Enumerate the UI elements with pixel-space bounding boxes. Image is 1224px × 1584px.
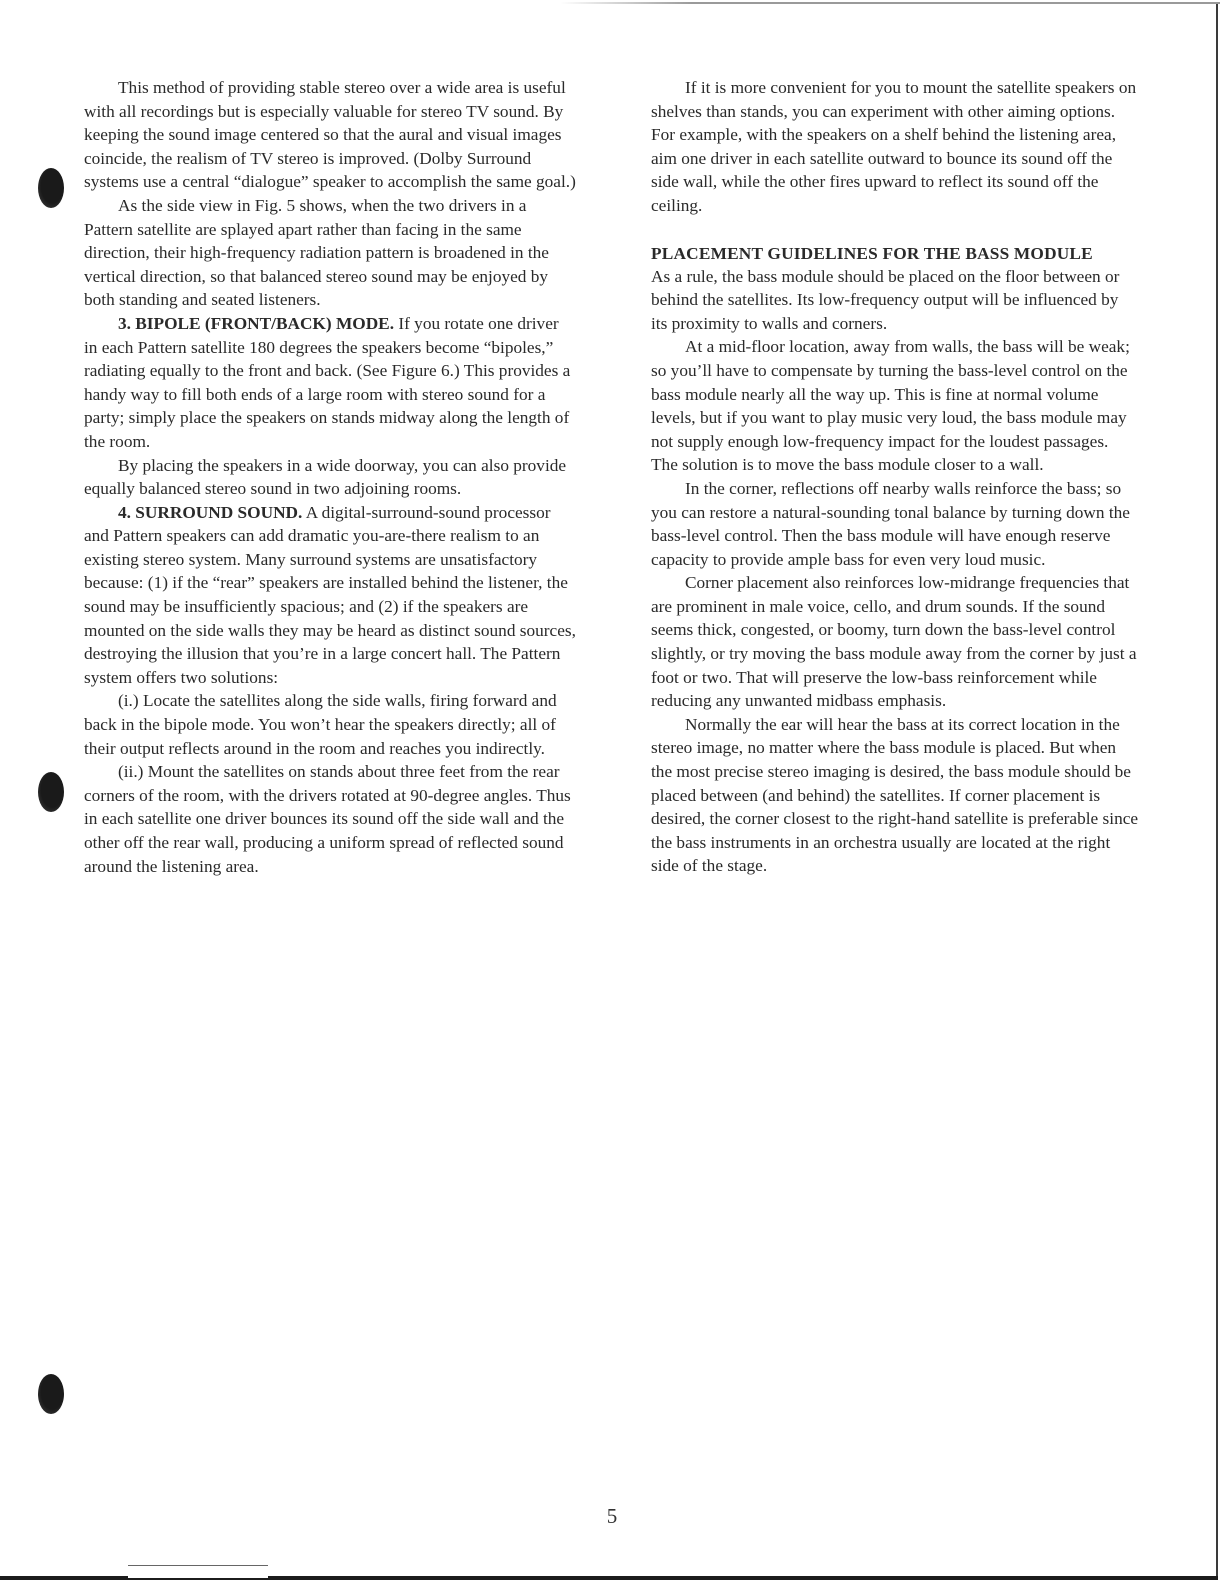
paragraph-solution-i: (i.) Locate the satellites along the side walls, firing forward and back in the bipole mode. You won’t hear the speakers directly; all of their output reflects around in the room and reaches you indirectly. (84, 691, 557, 758)
left-column (84, 76, 576, 878)
paragraph-mid-floor: At a mid-floor location, away from walls, the bass will be weak; so you’ll have to compensate by turning the bass-level control on the bass module nearly all the way up. This is fine at normal volume levels, but if you want to play music very loud, the bass module may not supply enough low-frequency impact for the loudest passages. The solution is to move the bass module closer to a wall. (651, 337, 1130, 475)
paragraph-corner-midrange: Corner placement also reinforces low-midrange frequencies that are prominent in male voice, cello, and drum sounds. If the sound seems thick, congested, or boomy, turn down the bass-level control slightly, or try moving the bass module away from the corner by just a foot or two. That will preserve the low-bass reinforcement while reducing any unwanted midbass emphasis. (651, 573, 1137, 711)
paragraph-doorway: By placing the speakers in a wide doorway, you can also provide equally balanced stereo sound in two adjoining rooms. (84, 455, 567, 499)
paragraph-bipole-mode (84, 312, 576, 454)
paragraph-corner: In the corner, reflections off nearby walls reinforce the bass; so you can restore a natural-sounding tonal balance by turning down the bass-level control. Then the bass module will have enough reserve capacity to provide ample bass for even very loud music. (651, 478, 1130, 569)
binder-hole-middle (38, 772, 64, 812)
binder-hole-top (38, 168, 64, 208)
page-edge-bottom-gap (128, 1575, 268, 1578)
paragraph-surround-sound (84, 501, 576, 690)
section-heading-bass-module: PLACEMENT GUIDELINES FOR THE BASS MODULE (651, 243, 1093, 263)
paragraph-bass-rule: As a rule, the bass module should be placed on the floor between or behind the satellites. Its low-frequency output will be influenced by its proximity to walls and corners. (651, 266, 1120, 333)
paragraph-stable-stereo: This method of providing stable stereo over a wide area is useful with all recordings but is especially valuable for stereo TV sound. By keeping the sound image centered so that the aural and visual images coincide, the realism of TV stereo is improved. (Dolby Surround systems use a central “dialogue” speaker to accomplish the same goal.) (84, 78, 576, 192)
bipole-mode-body: If you rotate one driver in each Pattern satellite 180 degrees the speakers become “bipoles,” radiating equally to the front and back. (See Figure 6.) This provides a handy way to fill both ends of a large room with stereo sound for a party; simply place the speakers on stands midway along the length of the room. (84, 313, 571, 451)
paragraph-side-view: As the side view in Fig. 5 shows, when the two drivers in a Pattern satellite are splayed apart rather than facing in the same direction, their high-frequency radiation pattern is broadened in the vertical direction, so that balanced stereo sound may be enjoyed by both standing and seated listeners. (84, 195, 549, 310)
paragraph-solution-ii: (ii.) Mount the satellites on stands about three feet from the rear corners of the room, with the drivers rotated at 90-degree angles. Thus in each satellite one driver bounces its sound off the side wall and the other off the rear wall, producing a uniform spread of reflected sound around the listening area. (84, 762, 571, 876)
page-edge-bottom-rule (128, 1565, 268, 1566)
binder-hole-bottom (38, 1374, 64, 1414)
paragraph-shelf-mounting: If it is more convenient for you to mount the satellite speakers on shelves than stands, you can experiment with other aiming options. For example, with the speakers on a shelf behind the listening area, aim one driver in each satellite outward to bounce its sound off the side wall, while the other fires upward to reflect its sound off the ceiling. (651, 78, 1137, 215)
right-column (651, 76, 1139, 878)
bipole-mode-heading: 3. BIPOLE (FRONT/BACK) MODE. (118, 313, 395, 333)
surround-sound-heading: 4. SURROUND SOUND. (118, 502, 303, 522)
page-edge-right (1216, 4, 1218, 1578)
surround-sound-body: A digital-surround-sound processor and Pattern speakers can add dramatic you-are-there realism to an existing stereo system. Many surround systems are unsatisfactory because: (1) if the “rear” speakers are installed behind the listener, the sound may be insufficiently spacious; and (2) if the speakers are mounted on the side walls they may be heard as distinct sound sources, destroying the illusion that you’re in a large concert hall. The Pattern system offers two solutions: (84, 502, 576, 687)
page-edge-top (560, 2, 1220, 4)
page-number: 5 (606, 1504, 618, 1528)
paragraph-bass-location: Normally the ear will hear the bass at its correct location in the stereo image, no matter where the bass module is placed. But when the most precise stereo imaging is desired, the bass module should be placed between (and behind) the satellites. If corner placement is desired, the corner closest to the right-hand satellite is preferable since the bass instruments in an orchestra usually are located at the right side of the stage. (651, 714, 1139, 876)
